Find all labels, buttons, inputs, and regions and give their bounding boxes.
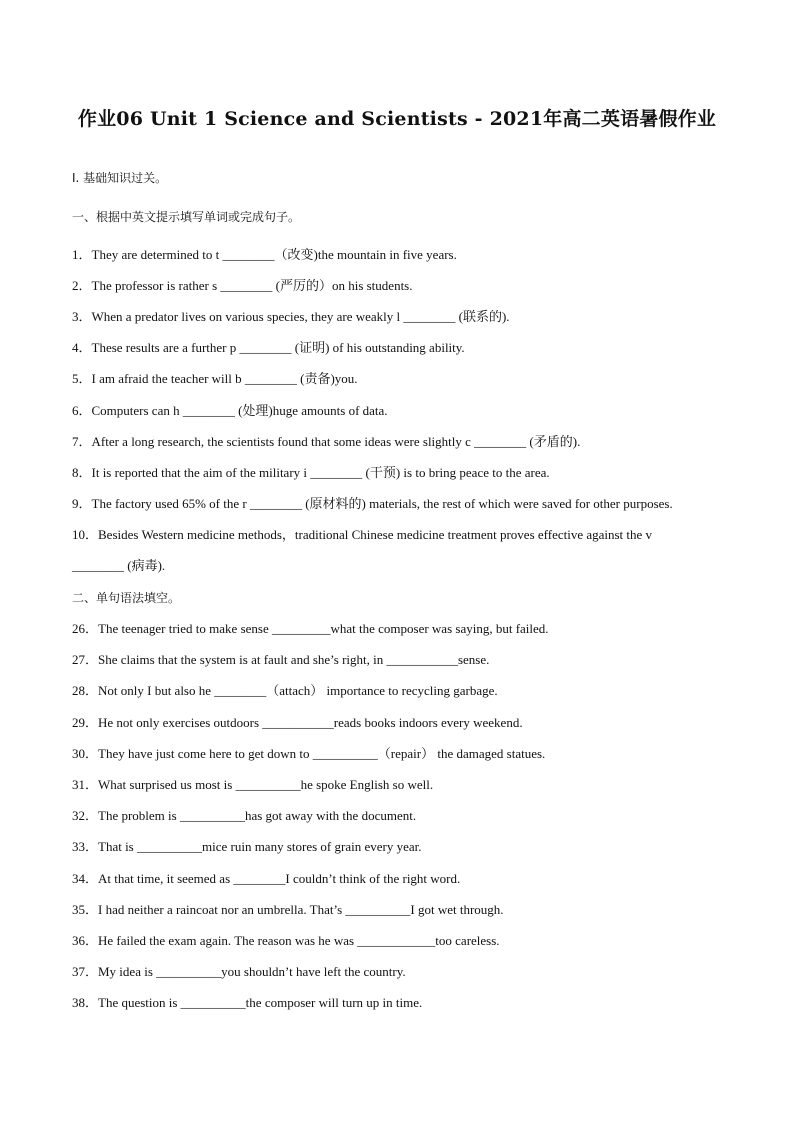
exercise-item: 6．Computers can h ________ (处理)huge amounts of data.: [72, 403, 388, 418]
exercise-item: 10．Besides Western medicine methods，traditional Chinese medicine treatment proves effective against the v: [72, 527, 653, 542]
exercise-item: 8．It is reported that the aim of the military i ________ (干预) is to bring peace to the area.: [72, 465, 550, 480]
section2-heading: 二、单句语法填空。: [72, 591, 181, 605]
exercise-item: 3．When a predator lives on various species, they are weakly l ________ (联系的).: [72, 309, 510, 324]
exercise-item: 26．The teenager tried to make sense _________what the composer was saying, but failed.: [72, 621, 549, 636]
exercise-item-continuation: ________ (病毒).: [72, 558, 166, 573]
exercise-item: 38．The question is __________the composer will turn up in time.: [72, 995, 423, 1010]
section1-heading: 一、根据中英文提示填写单词或完成句子。: [72, 210, 301, 224]
exercise-item: 28．Not only I but also he ________（attach） importance to recycling garbage.: [72, 683, 498, 698]
exercise-item: 35．I had neither a raincoat nor an umbrella. That’s __________I got wet through.: [72, 902, 504, 917]
exercise-item: 32．The problem is __________has got away with the document.: [72, 808, 417, 823]
exercise-item: 33．That is __________mice ruin many stores of grain every year.: [72, 839, 422, 854]
exercise-item: 36．He failed the exam again. The reason was he was ____________too careless.: [72, 933, 500, 948]
exercise-item: 30．They have just come here to get down to __________（repair） the damaged statues.: [72, 746, 546, 761]
exercise-item: 1．They are determined to t ________（改变)the mountain in five years.: [72, 247, 457, 262]
exercise-item: 29．He not only exercises outdoors ___________reads books indoors every weekend.: [72, 715, 523, 730]
exercise-item: 37．My idea is __________you shouldn’t have left the country.: [72, 964, 406, 979]
exercise-item: 34．At that time, it seemed as ________I couldn’t think of the right word.: [72, 871, 461, 886]
exercise-item: 4．These results are a further p ________ (证明) of his outstanding ability.: [72, 340, 465, 355]
exercise-item: 2．The professor is rather s ________ (严厉的）on his students.: [72, 278, 413, 293]
exercise-item: 27．She claims that the system is at fault and she’s right, in ___________sense.: [72, 652, 490, 667]
page-title: 作业06 Unit 1 Science and Scientists - 2021年高二英语暑假作业: [77, 108, 717, 130]
exercise-item: 5．I am afraid the teacher will b ________ (责备)you.: [72, 371, 358, 386]
exercise-item: 31．What surprised us most is __________he spoke English so well.: [72, 777, 434, 792]
exercise-item: 7．After a long research, the scientists found that some ideas were slightly c ________ (矛盾的).: [72, 434, 581, 449]
exercise-item: 9．The factory used 65% of the r ________ (原材料的) materials, the rest of which were saved for other purposes.: [72, 496, 673, 511]
part1-heading: I. 基础知识过关。: [72, 171, 168, 185]
